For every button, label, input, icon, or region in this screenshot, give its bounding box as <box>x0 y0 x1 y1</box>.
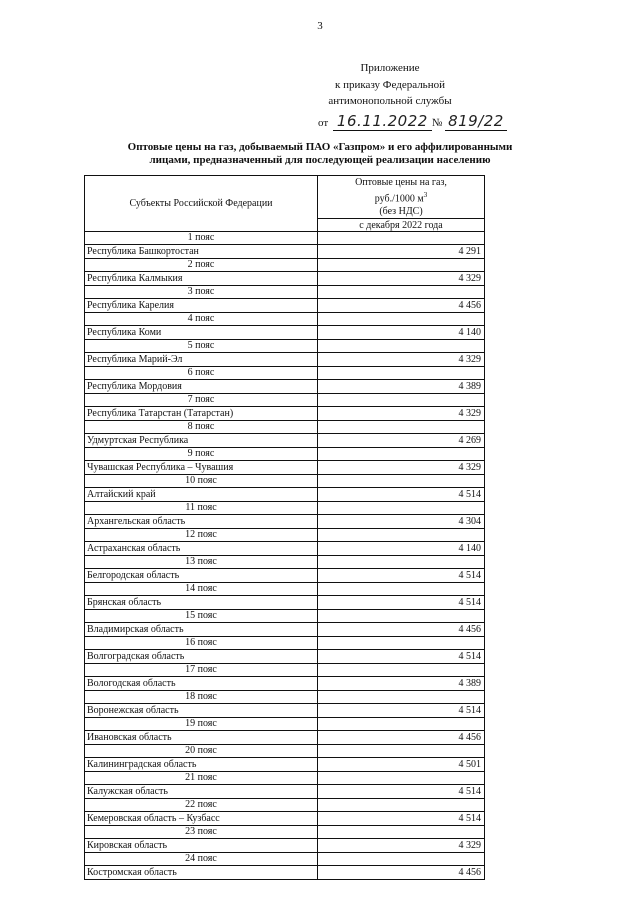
zone-row <box>85 232 485 245</box>
region-price: 4 514 <box>318 650 485 664</box>
zone-row <box>85 826 485 839</box>
region-row <box>85 704 485 718</box>
zone-empty-cell <box>318 421 485 434</box>
region-price: 4 514 <box>318 488 485 502</box>
zone-label: 4 пояс <box>85 313 318 326</box>
region-price: 4 329 <box>318 461 485 475</box>
zone-empty-cell <box>318 313 485 326</box>
region-row <box>85 380 485 394</box>
zone-empty-cell <box>318 799 485 812</box>
zone-row <box>85 313 485 326</box>
region-price: 4 140 <box>318 542 485 556</box>
region-name: Волгоградская область <box>85 650 318 664</box>
zone-empty-cell <box>318 529 485 542</box>
region-name: Брянская область <box>85 596 318 610</box>
zone-empty-cell <box>318 394 485 407</box>
region-row <box>85 785 485 799</box>
header-price-line-3: (без НДС) <box>379 206 423 218</box>
region-price: 4 456 <box>318 731 485 745</box>
region-price: 4 514 <box>318 704 485 718</box>
zone-row <box>85 610 485 623</box>
zone-empty-cell <box>318 664 485 677</box>
region-row <box>85 866 485 880</box>
title-line-2: лицами, предназначенный для последующей реализации населению <box>149 154 491 166</box>
region-price: 4 329 <box>318 407 485 421</box>
appendix-line-3: антимонопольной службы <box>328 95 452 107</box>
zone-empty-cell <box>318 637 485 650</box>
zone-empty-cell <box>318 259 485 272</box>
region-name: Республика Башкортостан <box>85 245 318 259</box>
page-number: 3 <box>317 20 323 32</box>
region-row <box>85 326 485 340</box>
zone-row <box>85 583 485 596</box>
region-name: Кемеровская область – Кузбасс <box>85 812 318 826</box>
zone-row <box>85 664 485 677</box>
header-subjects: Субъекты Российской Федерации <box>85 176 318 232</box>
zone-row <box>85 394 485 407</box>
region-name: Кировская область <box>85 839 318 853</box>
zone-row <box>85 772 485 785</box>
region-name: Республика Карелия <box>85 299 318 313</box>
region-name: Республика Калмыкия <box>85 272 318 286</box>
region-price: 4 389 <box>318 677 485 691</box>
region-name: Калужская область <box>85 785 318 799</box>
region-name: Архангельская область <box>85 515 318 529</box>
zone-empty-cell <box>318 475 485 488</box>
order-number-handwritten: 819/22 <box>445 112 507 131</box>
region-row <box>85 623 485 637</box>
zone-empty-cell <box>318 691 485 704</box>
order-prefix: от <box>318 117 329 129</box>
zone-row <box>85 853 485 866</box>
region-row <box>85 488 485 502</box>
zone-label: 18 пояс <box>85 691 318 704</box>
region-name: Воронежская область <box>85 704 318 718</box>
zone-label: 13 пояс <box>85 556 318 569</box>
zone-label: 24 пояс <box>85 853 318 866</box>
zone-empty-cell <box>318 448 485 461</box>
region-price: 4 329 <box>318 353 485 367</box>
region-price: 4 329 <box>318 272 485 286</box>
region-price: 4 501 <box>318 758 485 772</box>
zone-row <box>85 367 485 380</box>
region-name: Республика Марий-Эл <box>85 353 318 367</box>
region-name: Астраханская область <box>85 542 318 556</box>
zone-label: 6 пояс <box>85 367 318 380</box>
zone-row <box>85 475 485 488</box>
region-price: 4 456 <box>318 866 485 880</box>
zone-empty-cell <box>318 367 485 380</box>
region-price: 4 514 <box>318 596 485 610</box>
region-row <box>85 677 485 691</box>
zone-row <box>85 259 485 272</box>
zone-empty-cell <box>318 502 485 515</box>
zone-empty-cell <box>318 718 485 731</box>
region-row <box>85 353 485 367</box>
zone-label: 9 пояс <box>85 448 318 461</box>
zone-empty-cell <box>318 556 485 569</box>
region-price: 4 514 <box>318 812 485 826</box>
zone-label: 23 пояс <box>85 826 318 839</box>
region-price: 4 269 <box>318 434 485 448</box>
region-name: Калининградская область <box>85 758 318 772</box>
price-table <box>84 175 485 880</box>
region-price: 4 456 <box>318 623 485 637</box>
header-price-line-1: Оптовые цены на газ, <box>355 177 447 188</box>
document-title <box>80 141 560 167</box>
region-row <box>85 731 485 745</box>
order-number-label: № <box>431 117 443 129</box>
region-name: Республика Коми <box>85 326 318 340</box>
region-row <box>85 407 485 421</box>
zone-label: 1 пояс <box>85 232 318 245</box>
zone-empty-cell <box>318 745 485 758</box>
region-row <box>85 461 485 475</box>
header-price-line-2 <box>320 189 482 205</box>
zone-row <box>85 340 485 353</box>
zone-label: 7 пояс <box>85 394 318 407</box>
zone-empty-cell <box>318 853 485 866</box>
region-name: Республика Татарстан (Татарстан) <box>85 407 318 421</box>
zone-label: 15 пояс <box>85 610 318 623</box>
header-price-sup: 3 <box>423 191 428 199</box>
zone-label: 14 пояс <box>85 583 318 596</box>
region-row <box>85 299 485 313</box>
region-row <box>85 758 485 772</box>
appendix-line-2: к приказу Федеральной <box>335 78 445 91</box>
zone-empty-cell <box>318 772 485 785</box>
zone-row <box>85 556 485 569</box>
header-price-unit: руб./1000 м <box>374 193 424 205</box>
region-row <box>85 272 485 286</box>
region-name: Костромская область <box>85 866 318 880</box>
zone-empty-cell <box>318 826 485 839</box>
region-name: Республика Мордовия <box>85 380 318 394</box>
region-price: 4 140 <box>318 326 485 340</box>
zone-row <box>85 637 485 650</box>
region-price: 4 514 <box>318 785 485 799</box>
region-row <box>85 839 485 853</box>
title-line-1: Оптовые цены на газ, добываемый ПАО «Газпром» и его аффилированными <box>127 141 513 153</box>
region-price: 4 329 <box>318 839 485 853</box>
region-price: 4 456 <box>318 299 485 313</box>
region-price: 4 291 <box>318 245 485 259</box>
region-name: Владимирская область <box>85 623 318 637</box>
zone-row <box>85 745 485 758</box>
zone-row <box>85 529 485 542</box>
region-row <box>85 596 485 610</box>
region-name: Белгородская область <box>85 569 318 583</box>
zone-row <box>85 448 485 461</box>
appendix-line-1: Приложение <box>360 62 420 74</box>
zone-label: 11 пояс <box>85 502 318 515</box>
zone-label: 8 пояс <box>85 421 318 434</box>
header-price <box>318 176 485 219</box>
region-row <box>85 812 485 826</box>
region-name: Удмуртская Республика <box>85 434 318 448</box>
zone-label: 16 пояс <box>85 637 318 650</box>
order-date-handwritten: 16.11.2022 <box>333 112 432 131</box>
zone-label: 20 пояс <box>85 745 318 758</box>
region-row <box>85 245 485 259</box>
appendix-block <box>300 60 480 110</box>
zone-row <box>85 691 485 704</box>
region-name: Ивановская область <box>85 731 318 745</box>
zone-empty-cell <box>318 583 485 596</box>
zone-label: 17 пояс <box>85 664 318 677</box>
zone-empty-cell <box>318 286 485 299</box>
region-name: Вологодская область <box>85 677 318 691</box>
zone-row <box>85 286 485 299</box>
zone-empty-cell <box>318 232 485 245</box>
region-price: 4 514 <box>318 569 485 583</box>
region-price: 4 304 <box>318 515 485 529</box>
zone-label: 3 пояс <box>85 286 318 299</box>
region-row <box>85 650 485 664</box>
region-row <box>85 569 485 583</box>
region-name: Алтайский край <box>85 488 318 502</box>
zone-label: 2 пояс <box>85 259 318 272</box>
zone-empty-cell <box>318 610 485 623</box>
zone-label: 5 пояс <box>85 340 318 353</box>
region-row <box>85 542 485 556</box>
region-row <box>85 434 485 448</box>
zone-row <box>85 421 485 434</box>
zone-row <box>85 502 485 515</box>
region-row <box>85 515 485 529</box>
zone-label: 22 пояс <box>85 799 318 812</box>
zone-label: 19 пояс <box>85 718 318 731</box>
zone-row <box>85 718 485 731</box>
region-name: Чувашская Республика – Чувашия <box>85 461 318 475</box>
zone-label: 12 пояс <box>85 529 318 542</box>
header-date: с декабря 2022 года <box>318 219 485 232</box>
zone-label: 21 пояс <box>85 772 318 785</box>
order-reference <box>318 112 507 131</box>
zone-empty-cell <box>318 340 485 353</box>
zone-row <box>85 799 485 812</box>
region-price: 4 389 <box>318 380 485 394</box>
zone-label: 10 пояс <box>85 475 318 488</box>
